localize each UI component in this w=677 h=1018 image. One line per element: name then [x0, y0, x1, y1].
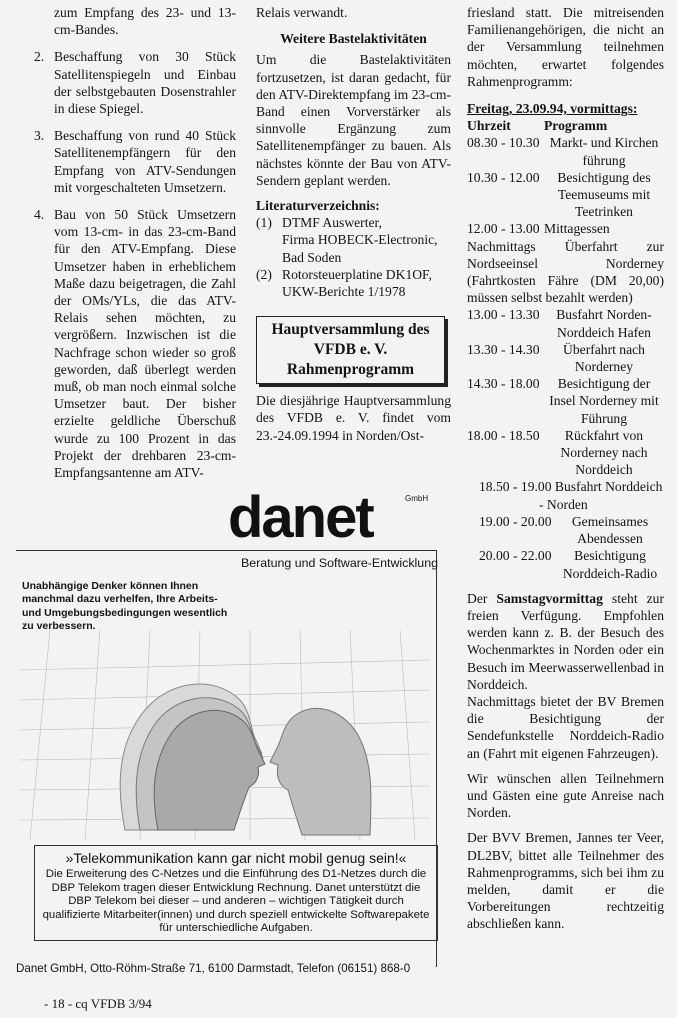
- logo-gmbh: GmbH: [405, 494, 429, 503]
- time: 20.00 - 22.00: [479, 548, 552, 564]
- ref-line: Firma HOBECK-Electronic, Bad Soden: [282, 232, 438, 265]
- quote-headline: »Telekommunikation kann gar nicht mobil genug sein!«: [65, 850, 407, 866]
- event: Besichtigung Norddeich-Radio: [562, 548, 658, 581]
- schedule-row: [467, 375, 664, 427]
- column-1: [34, 4, 236, 491]
- ad-headline: Unabhängige Denker können Ihnen manchmal dazu verhelfen, Ihre Arbeits- und Umgebungsbedingungen wesentlich zu verbessern.: [22, 580, 228, 633]
- paragraph: Nachmittags bietet der BV Bremen die Besichtigung der Sendefunkstelle Norddeich-Radio an (Fahrt mit eigenen Fahrzeugen).: [467, 693, 664, 761]
- schedule-row: [467, 306, 664, 340]
- bibliography-item: [256, 266, 451, 300]
- list-text: Beschaffung von 30 Stück Satellitenspiegeln und Einbau der selbstgebauten Dosenstrahler in diese Spiegel.: [54, 49, 236, 117]
- list-number: 4.: [34, 207, 45, 223]
- schedule-row: [467, 341, 664, 375]
- time: 18.00 - 18.50: [467, 427, 540, 443]
- column-2: [256, 4, 451, 444]
- event: Markt- und Kirchen führung: [549, 135, 659, 168]
- ref-line: DTMF Auswerter,: [282, 215, 382, 231]
- list-text: Bau von 50 Stück Umsetzern vom 13-cm- in das 23-cm-Band für den ATV-Empfang. Diese Umsetzer haben in erheblichem Maße dazu beigetragen, die Zahl der OMs/YLs, die das ATV-Relais sehen möchten, zu vergrößern. Inzwischen ist die Nachfrage schon wieder so groß geworden, daß überlegt werden muß, ob man noch einmal solche Umsetzer baut. Der bisher erzielte geldliche Überschuß wurde zu 100 Prozent in das Projekt der drehbaren 23-cm-Empfangsantenne am ATV-: [54, 207, 236, 481]
- list-item: [34, 48, 236, 117]
- schedule-line: - Norden: [539, 496, 588, 512]
- time: 13.30 - 14.30: [467, 341, 540, 357]
- col2-continuation: Relais verwandt.: [256, 5, 348, 20]
- schedule-row: [467, 547, 664, 581]
- program-column-header: Programm: [544, 118, 608, 134]
- paragraph: Um die Bastelaktivitäten fortzusetzen, ist daran gedacht, für den ATV-Direktempfang im 23-cm-Band einen Vorverstärker als sinnvolle Ergänzung zum Satellitenempfänger zu bauen. Als nächstes könnte der Bau von ATV-Sendern geplant werden.: [256, 52, 451, 188]
- quote-box: [34, 845, 438, 941]
- page-footer: - 18 - cq VFDB 3/94: [44, 996, 152, 1011]
- bold-text: Samstagvormittag: [496, 590, 603, 606]
- event: Busfahrt Norden-Norddeich Hafen: [556, 307, 652, 340]
- list-item: [34, 127, 236, 196]
- paragraph: [467, 590, 664, 693]
- schedule-row: [467, 134, 664, 168]
- list-text: Beschaffung von rund 40 Stück Satellitenempfängern für den Empfang von ATV-Sendungen mit vorgeschalteten Umsetzern.: [54, 128, 236, 195]
- right-head: [270, 708, 371, 835]
- schedule-row: [467, 513, 664, 547]
- time: 08.30 - 10.30: [467, 135, 540, 151]
- ref-number: (2): [256, 266, 272, 282]
- time-column-header: Uhrzeit: [467, 118, 511, 134]
- company-address: Danet GmbH, Otto-Röhm-Straße 71, 6100 Darmstadt, Telefon (06151) 868-0: [16, 962, 411, 975]
- heads-illustration: [20, 630, 430, 840]
- time: 12.00 - 13.00: [467, 221, 540, 237]
- bibliography-heading: Literaturverzeichnis:: [256, 198, 380, 214]
- ref-number: (1): [256, 215, 272, 231]
- ad-tagline: Beratung und Software-Entwicklung: [241, 556, 438, 570]
- event: Überfahrt nach Norderney: [563, 341, 645, 375]
- text: steht zur freien Verfügung. Empfohlen werden kann z. B. der Besuch des Wochenmarktes in Norden oder ein Besuch im Meerwasserwellenbad in Norddeich.: [467, 590, 664, 692]
- paragraph: Die diesjährige Hauptversammlung des VFDB e. V. findet vom 23.-24.09.1994 in Norden/Ost-: [256, 393, 451, 443]
- time: 14.30 - 18.00: [467, 376, 540, 392]
- schedule-line: 18.50 - 19.00 Busfahrt Norddeich: [479, 479, 663, 495]
- list-item: [34, 206, 236, 481]
- left-head-profiles: [120, 684, 265, 830]
- section-heading: Weitere Bastelaktivitäten: [280, 31, 427, 47]
- event: Gemeinsames Abendessen: [571, 513, 649, 547]
- event: Besichtigung des Teemuseums mit Teetrinken: [557, 169, 651, 220]
- event: Besichtigung der Insel Norderney mit Führung: [549, 376, 659, 426]
- col1-continuation: zum Empfang des 23- und 13-cm-Bandes.: [54, 5, 236, 38]
- paragraph: friesland statt. Die mitreisenden Familienangehörigen, die nicht an der Versammlung teilnehmen möchten, erwartet folgendes Rahmenprogramm:: [467, 5, 664, 89]
- time: 13.00 - 13.30: [467, 307, 540, 323]
- schedule-row: [467, 220, 664, 237]
- paragraph: Der BVV Bremen, Jannes ter Veer, DL2BV, bittet alle Teilnehmer des Rahmenprogramms, sich bei ihm zu melden, damit er die Vorbereitungen rechtzeitig abschließen kann.: [467, 830, 664, 932]
- text: Der: [467, 590, 497, 606]
- time: 10.30 - 12.00: [467, 169, 540, 185]
- time: 19.00 - 20.00: [479, 513, 552, 529]
- schedule-row: [467, 169, 664, 221]
- ref-line: Rotorsteuerplatine DK1OF,: [282, 266, 432, 282]
- schedule-header: [467, 117, 664, 134]
- event: Mittagessen: [544, 221, 610, 237]
- bibliography-item: [256, 214, 451, 266]
- schedule-row: [467, 427, 664, 479]
- ref-line: UKW-Berichte 1/1978: [282, 284, 406, 300]
- danet-logo: danet: [228, 485, 373, 550]
- list-number: 3.: [34, 128, 45, 144]
- advertisement: [0, 480, 458, 1000]
- quote-body: Die Erweiterung des C-Netzes und die Einführung des D1-Netzes durch die DBP Telekom tragen dieser Entwicklung Rechnung. Danet unterstützt die DBP Telekom bei dieser – und anderen – wichtigen Tätigkeit durch qualifizierte Mitarbeiter(innen) und durch speziell entwickelte Softwarepakete für unterschiedliche Aufgaben.: [42, 868, 430, 935]
- boxed-headline: Hauptversammlung des VFDB e. V. Rahmenprogramm: [256, 316, 445, 384]
- paragraph: Wir wünschen allen Teilnehmern und Gästen eine gute Anreise nach Norden.: [467, 770, 664, 821]
- date-heading: Freitag, 23.09.94, vormittags:: [467, 101, 638, 117]
- column-3: [467, 4, 664, 933]
- list-number: 2.: [34, 49, 45, 65]
- event: Rückfahrt von Norderney nach Norddeich: [560, 427, 648, 478]
- paragraph: Nachmittags Überfahrt zur Nordseeinsel Norderney (Fahrtkosten Fähre (DM 20,00) müssen selbst bezahlt werden): [467, 238, 664, 306]
